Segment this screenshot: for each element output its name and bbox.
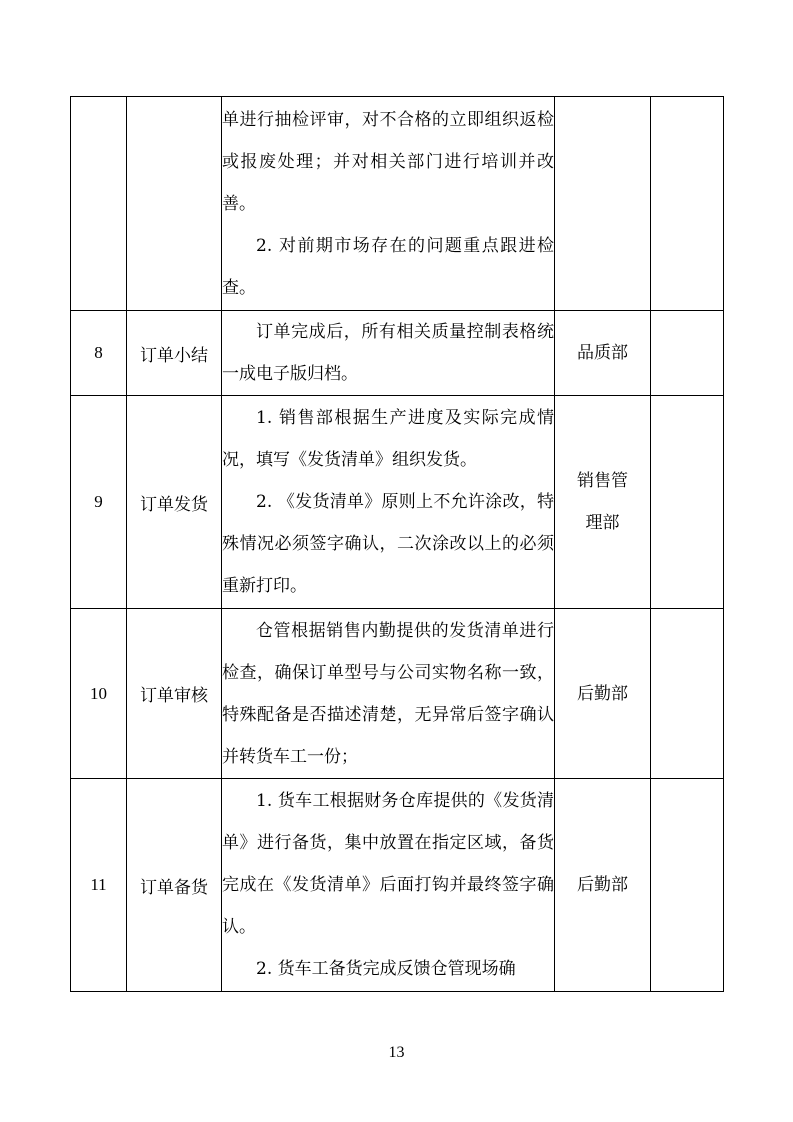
step-name: 订单小结: [127, 311, 222, 396]
step-content: [222, 97, 555, 311]
step-content: [222, 609, 555, 779]
content-paragraph: 1. 货车工根据财务仓库提供的《发货清单》进行备货，集中放置在指定区域，备货完成在《发货清单》后面打钩并最终签字确认。: [222, 791, 554, 937]
remark-cell: [651, 779, 724, 992]
table-row: [71, 609, 724, 779]
row-number: 9: [71, 396, 127, 609]
step-name: 订单审核: [127, 609, 222, 779]
responsible-dept: 品质部: [555, 311, 651, 396]
step-name: 订单备货: [127, 779, 222, 992]
content-paragraph: 订单完成后，所有相关质量控制表格统一成电子版归档。: [222, 322, 554, 384]
row-number: 11: [71, 779, 127, 992]
remark-cell: [651, 97, 724, 311]
responsible-dept: [555, 97, 651, 311]
table-row: [71, 311, 724, 396]
remark-cell: [651, 396, 724, 609]
remark-cell: [651, 311, 724, 396]
page-number: 13: [388, 1044, 405, 1061]
responsible-dept: [555, 396, 651, 609]
step-content: [222, 311, 555, 396]
process-table: [70, 96, 724, 992]
table-row: [71, 396, 724, 609]
content-paragraph: 2. 货车工备货完成反馈仓管现场确: [256, 959, 516, 979]
row-number: 8: [71, 311, 127, 396]
content-paragraph: 单进行抽检评审，对不合格的立即组织返检或报废处理；并对相关部门进行培训并改善。: [222, 109, 554, 214]
table-row: [71, 97, 724, 311]
content-paragraph: 2. 对前期市场存在的问题重点跟进检查。: [222, 235, 554, 298]
responsible-dept: 后勤部: [555, 779, 651, 992]
content-paragraph: 2. 《发货清单》原则上不允许涂改，特殊情况必须签字确认，二次涂改以上的必须重新打印。: [222, 492, 554, 596]
table-row: [71, 779, 724, 992]
responsible-dept: 后勤部: [555, 609, 651, 779]
dept-label: 销售管理部: [576, 471, 628, 533]
remark-cell: [651, 609, 724, 779]
content-paragraph: 1. 销售部根据生产进度及实际完成情况，填写《发货清单》组织发货。: [222, 408, 554, 470]
step-content: [222, 396, 555, 609]
row-number: [71, 97, 127, 311]
step-name: [127, 97, 222, 311]
row-number: 10: [71, 609, 127, 779]
content-paragraph: 仓管根据销售内勤提供的发货清单进行检查，确保订单型号与公司实物名称一致，特殊配备是否描述清楚，无异常后签字确认并转货车工一份；: [222, 620, 554, 767]
step-content: [222, 779, 555, 992]
step-name: 订单发货: [127, 396, 222, 609]
